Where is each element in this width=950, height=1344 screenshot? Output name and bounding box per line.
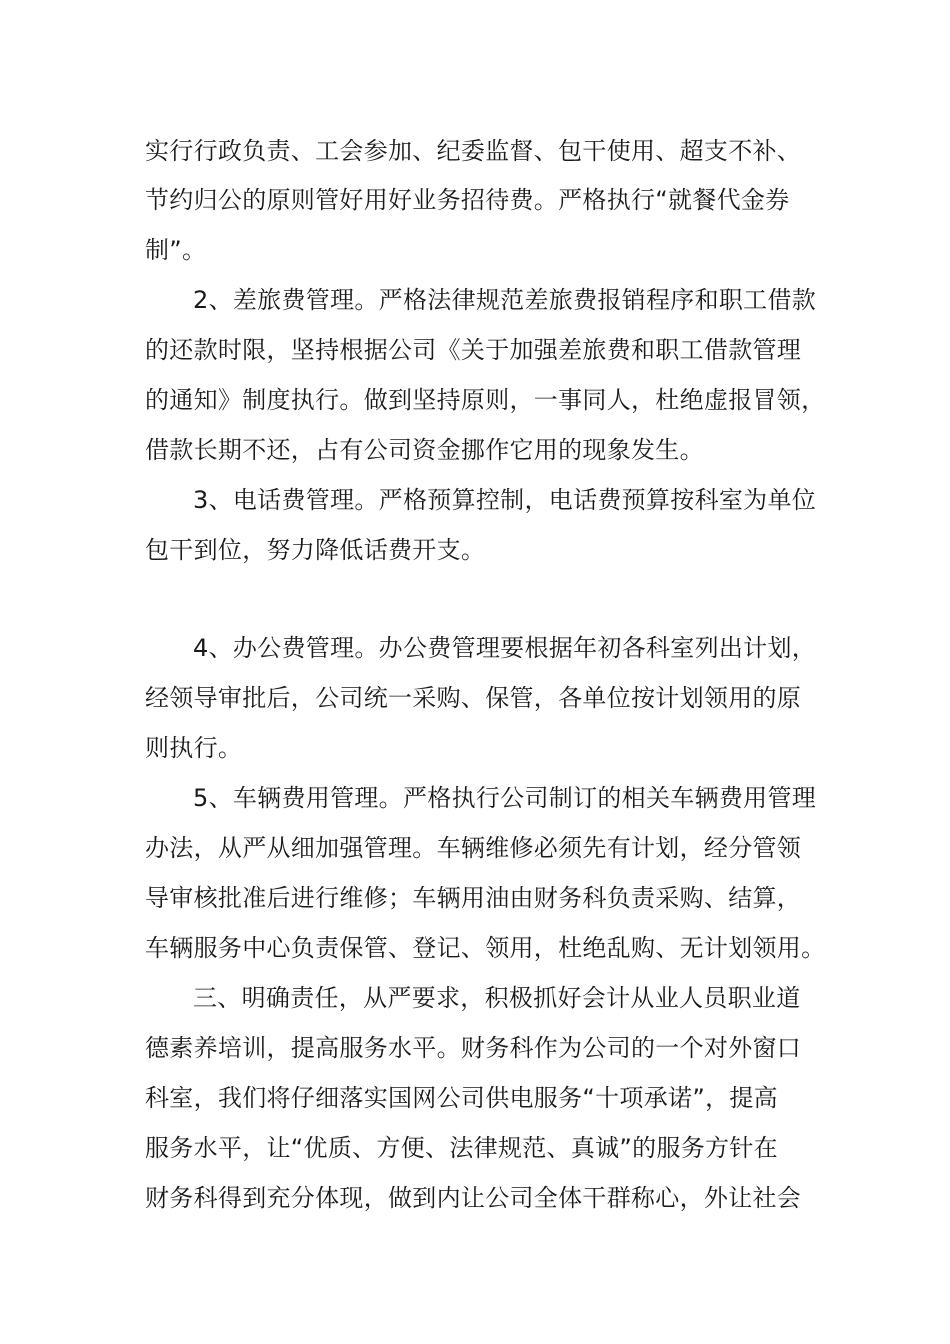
text-line: 的还款时限，坚持根据公司《关于加强差旅费和职工借款管理 [145,336,802,364]
text-line: 3、电话费管理。严格预算控制，电话费预算按科室为单位 [193,486,817,514]
text-line: 财务科得到充分体现，做到内让公司全体干群称心，外让社会 [145,1184,802,1212]
text-line: 节约归公的原则管好用好业务招待费。严格执行“就餐代金券 [145,186,790,214]
text-line: 德素养培训，提高服务水平。财务科作为公司的一个对外窗口 [145,1034,802,1062]
text-line: 2、差旅费管理。严格法律规范差旅费报销程序和职工借款 [193,286,817,314]
text-line: 4、办公费管理。办公费管理要根据年初各科室列出计划， [193,634,817,662]
text-line: 经领导审批后，公司统一采购、保管，各单位按计划领用的原 [145,684,802,712]
text-line: 的通知》制度执行。做到坚持原则，一事同人，杜绝虚报冒领， [145,386,826,414]
text-line: 5、车辆费用管理。严格执行公司制订的相关车辆费用管理 [193,784,817,812]
text-line: 制”。 [145,236,207,264]
text-line: 科室，我们将仔细落实国网公司供电服务“十项承诺”，提高 [145,1084,778,1112]
text-line: 导审核批准后进行维修；车辆用油由财务科负责采购、结算， [145,884,802,912]
text-line: 办法，从严从细加强管理。车辆维修必须先有计划，经分管领 [145,834,802,862]
text-line: 车辆服务中心负责保管、登记、领用，杜绝乱购、无计划领用。 [145,934,826,962]
text-line: 包干到位，努力降低话费开支。 [145,536,486,564]
text-line: 三、明确责任，从严要求，积极抓好会计从业人员职业道 [193,984,801,1012]
text-line: 则执行。 [145,734,243,762]
text-line: 服务水平，让“优质、方便、法律规范、真诚”的服务方针在 [145,1134,778,1162]
text-line: 实行行政负责、工会参加、纪委监督、包干使用、超支不补、 [145,137,802,165]
text-line: 借款长期不还，占有公司资金挪作它用的现象发生。 [145,436,704,464]
